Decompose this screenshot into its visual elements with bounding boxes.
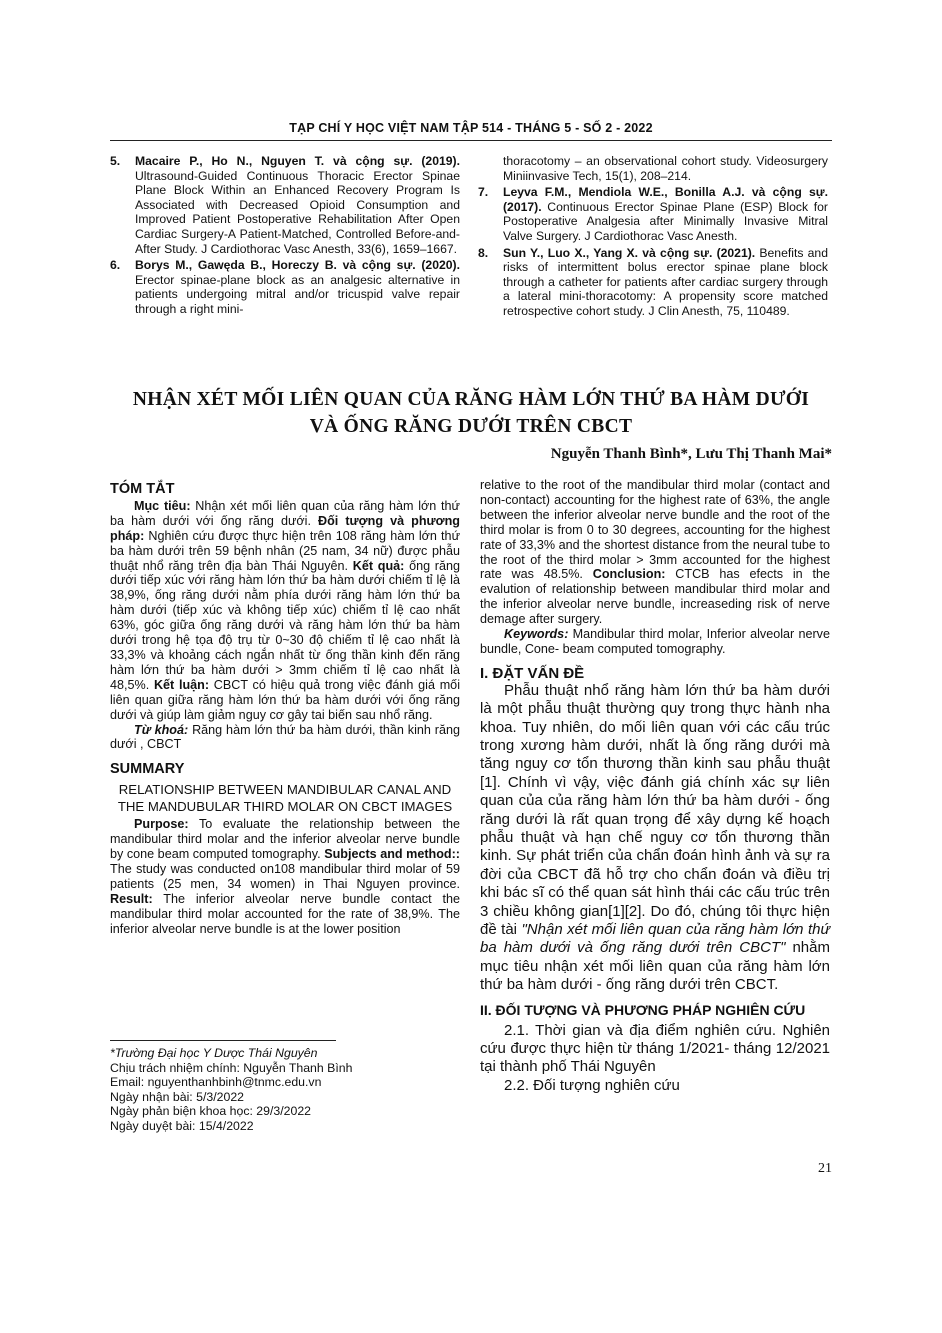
intro-heading: I. ĐẶT VẤN ĐỀ <box>480 664 585 682</box>
journal-header: TẠP CHÍ Y HỌC VIỆT NAM TẬP 514 - THÁNG 5 - SỐ 2 - 2022 <box>289 121 653 135</box>
reference-item <box>110 154 460 256</box>
intro-quote: "Nhận xét mối liên quan của răng hàm lớn thứ ba hàm dưới và ống răng dưới trên CBCT" <box>480 921 830 957</box>
label-result-en: Result: <box>110 891 153 906</box>
references-left <box>110 154 460 317</box>
references-right <box>478 154 828 319</box>
label-objective: Mục tiêu: <box>134 498 191 513</box>
abstract-body <box>110 499 460 723</box>
abstract-heading: TÓM TẮT <box>110 481 175 497</box>
text-method: Nghiên cứu được thực hiện trên 108 răng hàm lớn thứ ba hàm dưới trên 59 bệnh nhân (25 nam, 34 nữ) được phẫu thuật nhổ răng trên địa bàn Thái Nguyên. <box>110 528 460 573</box>
intro-text: Phẫu thuật nhổ răng hàm lớn thứ ba hàm dưới là một phẫu thuật thường quy trong thực hành nha khoa. Tuy nhiên, do mối liên quan với các cấu trúc trong xương hàm dưới, nhất là ống răng dưới mà tăng nguy cơ tổn thương thần kinh sau phẫu thuật [1]. Chính vì vậy, việc đánh giá chính xác sự liên quan của của răng hàm lớn thứ ba hàm dưới - ống răng dưới là rất quan trọng để xây dựng kế hoạch phẫu thuật và hạn chế nguy cơ tổn thương thần kinh. Sự phát triển của chẩn đoán hình ảnh và sự ra đời của CBCT đã hỗ trợ cho chẩn đoán và điều trị khi bác sĩ có thể quan sát hình thái các cấu trúc trên 3 chiều không gian[1][2]. Do đó, chúng tôi thực hiện đề tài <box>480 681 830 939</box>
reference-item <box>110 258 460 316</box>
text-conclusion: CBCT có hiệu quả trong việc đánh giá mối liên quan giữa răng hàm lớn thứ ba hàm dưới với ống răng dưới và giúp làm giảm nguy cơ gây tai biến sau nhổ răng. <box>110 677 460 722</box>
label-conclusion: Kết luận: <box>153 677 210 692</box>
methods-subheading-2: 2.2. Đối tượng nghiên cứu <box>504 1076 680 1094</box>
summary-keywords <box>480 627 830 657</box>
footnote-divider <box>110 1040 336 1041</box>
footnote-responsible: Chịu trách nhiệm chính: Nguyễn Thanh Bình <box>110 1060 353 1075</box>
reference-authors: Macaire P., Ho N., Nguyen T. và cộng sự. (2019). <box>135 154 460 168</box>
reference-item <box>478 246 828 319</box>
methods-paragraph <box>480 1022 830 1077</box>
reference-text: Ultrasound-Guided Continuous Thoracic Erector Spinae Plane Block Within an Enhanced Recovery Program Is Associated with Decreased Opioid Consumption and Improved Patient Postoperative Rehabilitation After Open Cardiac Surgery-A Patient-Matched, Controlled Before-and-After Study. J Cardiothorac Vasc Anesth, 33(6), 1659–1667. <box>135 168 460 256</box>
article-title <box>110 386 832 440</box>
intro-paragraph <box>480 682 830 995</box>
label-method: Đối tượng và phương pháp: <box>110 513 460 543</box>
footnote-accepted: Ngày duyệt bài: 15/4/2022 <box>110 1118 254 1133</box>
text-subjects: The study was conducted on108 mandibular third molar of 59 patients (25 men, 34 women) in Thai Nguyen province. <box>110 861 460 891</box>
text-result-en: The inferior alveolar nerve bundle contact the mandibular third molar accounted for the rate of 38,9%. The inferior alveolar nerve bundle is at the lower position <box>110 891 460 936</box>
text-purpose: To evaluate the relationship between the mandibular third molar and the inferior alveolar nerve bundle by cone beam computed tomography. <box>110 817 460 862</box>
reference-authors: Borys M., Gawęda B., Horeczy B. và cộng sự. (2020). <box>135 258 460 273</box>
intro-text-end: nhằm mục tiêu nhận xét mối liên quan của răng hàm lớn thứ ba hàm dưới - ống răng dưới trên CBCT. <box>480 939 830 994</box>
reference-authors: Leyva F.M., Mendiola W.E., Bonilla A.J. và cộng sự. (2017). <box>503 185 828 214</box>
text-result-en-cont: relative to the root of the mandibular third molar (contact and non-contact) accounting for the highest rate of 63%, the angle between the inferior alveolar nerve bundle and the root of the third molar is from 0 to 30 degrees, accounting for the highest rate of 33,3% and the shortest distance from the neural tube to the root of the third molar > 3mm accounted for the highest rate was 48.5%. <box>480 478 830 582</box>
label-subjects: Subjects and method:: <box>324 847 461 862</box>
reference-number: 6. <box>110 258 121 273</box>
reference-number: 8. <box>478 245 489 260</box>
reference-item <box>478 154 828 183</box>
header-divider <box>110 140 832 141</box>
text-objective: Nhận xét mối liên quan của răng hàm lớn thứ ba hàm dưới với ống răng dưới. <box>110 498 460 528</box>
reference-text: Erector spinae-plane block as an analgesic alternative in patients undergoing mitral and/or tricuspid valve repair through a right mini- <box>135 272 460 316</box>
footnote-reviewed: Ngày phản biện khoa học: 29/3/2022 <box>110 1104 312 1119</box>
reference-item <box>478 185 828 243</box>
reference-text: Continuous Erector Spinae Plane (ESP) Block for Postoperative Analgesia after Minimally Invasive Mitral Valve Surgery. J Cardiothorac Vasc Anesth. <box>503 199 828 243</box>
reference-number: 7. <box>478 185 489 200</box>
label-keywords: Từ khoá: <box>134 722 189 737</box>
text-result: ống răng dưới tiếp xúc với răng hàm lớn thứ ba hàm dưới chiếm tỉ lệ là 38,9%, ống răng dưới nằm phía dưới răng hàm lớn thứ ba hàm dưới (tiếp xúc và không tiếp xúc) chiếm tỉ lệ cao nhất 63%, góc giữa ống răng dưới và răng hàm lớn thứ ba hàm dưới trong hệ tọa độ trụ từ 0~30 độ chiếm tỉ lệ cao nhất là 33,3% và khoảng cách ngắn nhất từ ống thần kinh đến răng hàm lớn thứ ba hàm dưới > 3mm chiếm tỉ lệ cao nhất là 48,5%. <box>110 558 461 692</box>
reference-text: thoracotomy – an observational cohort study. Videosurgery Miniinvasive Tech, 15(1), 208–214. <box>503 154 828 183</box>
reference-number <box>478 154 503 183</box>
summary-subtitle: RELATIONSHIP BETWEEN MANDIBULAR CANAL AND THE MANDUBULAR THIRD MOLAR ON CBCT IMAGES <box>117 782 453 815</box>
methods-heading: II. ĐỐI TƯỢNG VÀ PHƯƠNG PHÁP NGHIÊN CỨU <box>480 1001 806 1018</box>
text-keywords: Răng hàm lớn thứ ba hàm dưới, thần kinh răng dưới , CBCT <box>110 722 460 752</box>
label-result: Kết quả: <box>352 558 405 573</box>
footnote-affiliation: *Trường Đại học Y Dược Thái Nguyên <box>110 1046 318 1060</box>
methods-text-1: Nghiên cứu được thực hiện từ tháng 1/2021- tháng 12/2021 tại thành phố Thái Nguyên <box>480 1021 830 1076</box>
summary-heading: SUMMARY <box>110 761 185 778</box>
summary-body <box>110 817 460 936</box>
label-keywords-en: Keywords: <box>504 627 569 642</box>
title-line: VÀ ỐNG RĂNG DƯỚI TRÊN CBCT <box>309 416 633 437</box>
title-line: NHẬN XÉT MỐI LIÊN QUAN CỦA RĂNG HÀM LỚN THỨ BA HÀM DƯỚI <box>132 389 810 410</box>
right-column <box>480 478 830 1095</box>
footnote-received: Ngày nhận bài: 5/3/2022 <box>110 1089 245 1104</box>
article-authors: Nguyễn Thanh Bình*, Lưu Thị Thanh Mai* <box>550 446 832 462</box>
text-keywords-en: Mandibular third molar, Inferior alveolar nerve bundle, Cone- beam computed tomography. <box>480 627 830 656</box>
summary-continued <box>480 478 830 627</box>
text-conclusion-en: CTCB has efects in the evalution of relationship between mandibular third molar and the inferior alveolar nerve bundle, increaseding risk of nerve demage after surgery. <box>480 567 830 627</box>
label-conclusion-en: Conclusion: <box>592 567 666 582</box>
methods-subheading-1: 2.1. Thời gian và địa điểm nghiên cứu. <box>504 1021 777 1039</box>
page-number: 21 <box>818 1161 832 1176</box>
reference-text: Benefits and risks of intermittent bolus erector spinae plane block through a catheter for patients after cardiac surgery through a lateral mini-thoracotomy: A propensity score matched retrospective cohort study. J Clin Anesth, 75, 110489. <box>503 245 828 318</box>
footnote <box>110 1046 470 1134</box>
footnote-email: Email: nguyenthanhbinh@tnmc.edu.vn <box>110 1075 322 1090</box>
reference-authors: Sun Y., Luo X., Yang X. và cộng sự. (2021). <box>503 245 756 260</box>
reference-number: 5. <box>110 154 121 168</box>
abstract-keywords <box>110 723 460 753</box>
label-purpose: Purpose: <box>134 817 189 832</box>
left-column <box>110 482 460 936</box>
